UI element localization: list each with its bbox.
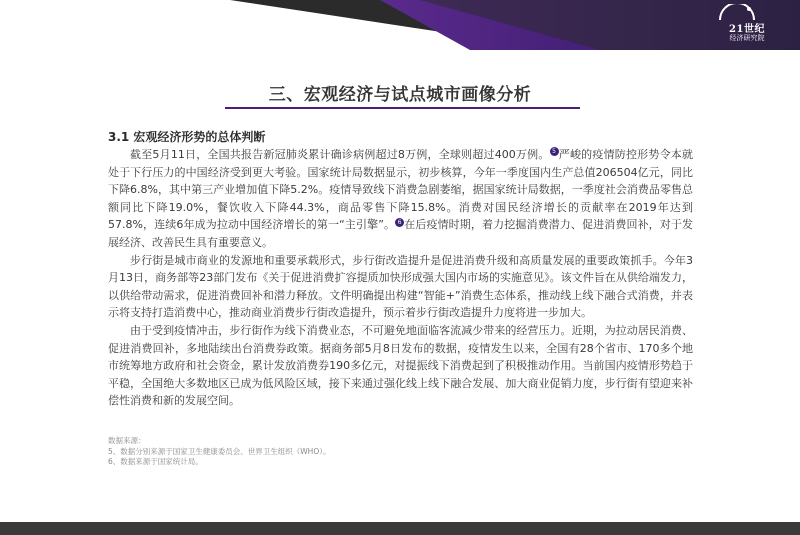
paragraph-3: 由于受到疫情冲击，步行街作为线下消费业态，不可避免地面临客流减少带来的经营压力。近期，为拉动居民消费、促进消费回补，多地陆续出台消费券政策。据商务部5月8日发布的数据，疫情发生以来，全国有28个省市、170多个地市统筹地方政府和社会资金，累计发放消费券190多亿元，对提振线下消费起到了积极推动作用。当前国内疫情形势趋于平稳，全国绝大多数地区已成为低风险区域，接下来通过强化线上线下融合发展、加大商业促销力度，步行街有望迎来补偿性消费和新的发展空间。 xyxy=(108,323,693,408)
paragraph-1-part-2: 严峻的疫情防控形势令本就处于下行压力的中国经济受到更大考验。国家统计局数据显示，初步核算，今年一季度国内生产总值206504亿元，同比下降6.8%，其中第三产业增加值下降5.2%。疫情导致线下消费急剧萎缩，据国家统计局数据，一季度社会消费品零售总额同比下降19.0%，餐饮收入下降44.3%，商品零售下降15.8%。消费对国民经济增长的贡献率在2019年达到57.8%，连续6年成为拉动中国经济增长的第一“主引擎”。 xyxy=(108,148,693,232)
title-underline xyxy=(225,107,580,109)
source-notes xyxy=(108,436,330,468)
logo-text-sub: 经济研究院 xyxy=(729,34,765,42)
paragraph-1-part-1: 截至5月11日，全国共报告新冠肺炎累计确诊病例超过8万例，全球则超过400万例。 xyxy=(130,148,550,161)
banner-graphic xyxy=(0,0,800,50)
source-notes-label: 数据来源： xyxy=(108,436,146,445)
subsection-heading: 3.1 宏观经济形势的总体判断 xyxy=(108,130,266,144)
paragraph-1-part-3: 在后疫情时期，着力挖掘消费潜力、促进消费回补，对于发展经济、改善民生具有重要意义。 xyxy=(108,218,694,249)
logo xyxy=(716,4,778,46)
paragraph-2: 步行街是城市商业的发源地和重要承载形式，步行街改造提升是促进消费升级和高质量发展的重要政策抓手。今年3月13日，商务部等23部门发布《关于促进消费扩容提质加快形成强大国内市场的实施意见》。该文件旨在从供给端发力，以供给带动需求，促进消费回补和潜力释放。文件明确提出构建“智能+”消费生态体系，推动线上线下融合式消费，并表示将支持打造消费中心，推动商业消费步行街改造提升，预示着步行街改造提升力度将进一步加大。 xyxy=(108,253,693,320)
paragraph-1 xyxy=(108,146,693,252)
section-title: 三、宏观经济与试点城市画像分析 xyxy=(268,85,532,105)
body-text xyxy=(108,146,693,410)
footnote-marker-6[interactable]: 6 xyxy=(395,218,404,227)
logo-text-main: 21世纪 xyxy=(729,24,765,35)
footer-bar xyxy=(0,522,800,535)
source-note-item: 6、数据来源于国家统计局。 xyxy=(108,457,203,466)
source-note-item: 5、数据分别来源于国家卫生健康委员会、世界卫生组织（WHO）。 xyxy=(108,446,331,456)
header-banner xyxy=(0,0,800,50)
footnote-marker-5[interactable]: 5 xyxy=(550,147,559,156)
